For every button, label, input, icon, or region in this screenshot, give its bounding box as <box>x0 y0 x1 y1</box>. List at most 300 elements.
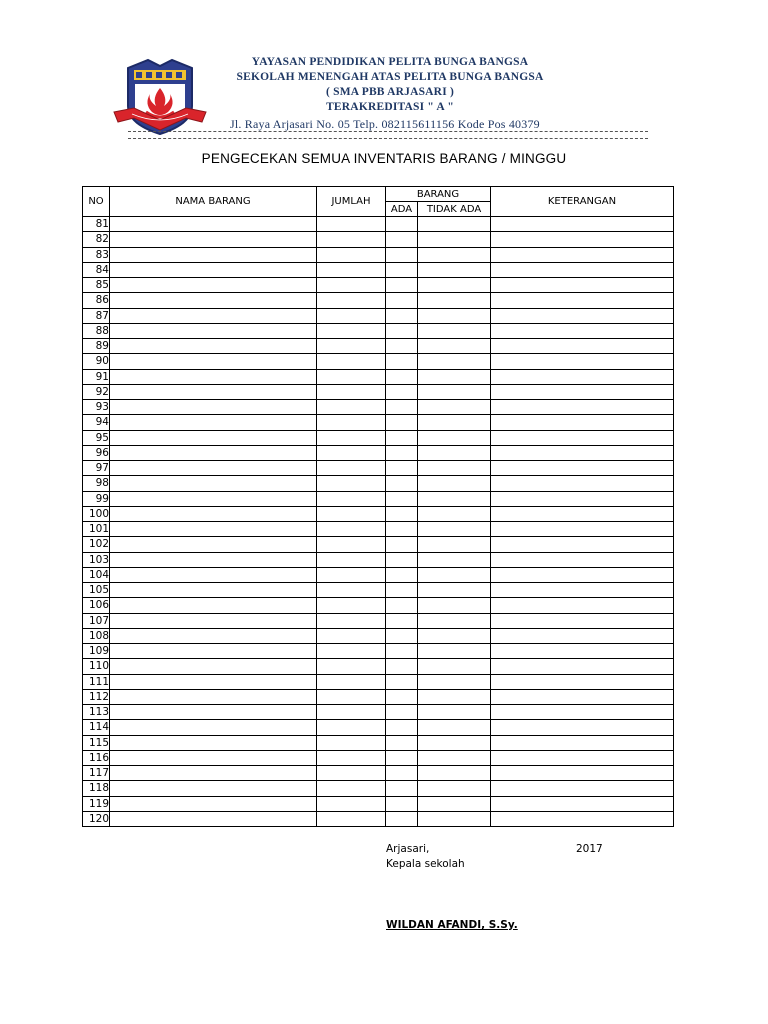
cell-nama-barang[interactable] <box>110 720 317 735</box>
cell-keterangan[interactable] <box>491 598 674 613</box>
cell-jumlah[interactable] <box>317 400 386 415</box>
cell-no: 116 <box>83 750 110 765</box>
cell-ada[interactable] <box>386 415 418 430</box>
cell-jumlah[interactable] <box>317 323 386 338</box>
cell-tidak-ada[interactable] <box>418 567 491 582</box>
cell-no: 87 <box>83 308 110 323</box>
cell-nama-barang[interactable] <box>110 659 317 674</box>
cell-jumlah[interactable] <box>317 232 386 247</box>
header-tidak-ada: TIDAK ADA <box>418 202 491 217</box>
table-row <box>83 750 674 765</box>
cell-jumlah[interactable] <box>317 262 386 277</box>
table-row <box>83 293 674 308</box>
cell-tidak-ada[interactable] <box>418 628 491 643</box>
cell-ada[interactable] <box>386 247 418 262</box>
cell-ada[interactable] <box>386 735 418 750</box>
cell-no: 105 <box>83 583 110 598</box>
cell-jumlah[interactable] <box>317 430 386 445</box>
cell-tidak-ada[interactable] <box>418 354 491 369</box>
cell-keterangan[interactable] <box>491 567 674 582</box>
cell-no: 96 <box>83 445 110 460</box>
cell-keterangan[interactable] <box>491 628 674 643</box>
cell-keterangan[interactable] <box>491 506 674 521</box>
cell-ada[interactable] <box>386 308 418 323</box>
cell-no: 113 <box>83 705 110 720</box>
cell-tidak-ada[interactable] <box>418 445 491 460</box>
cell-jumlah[interactable] <box>317 613 386 628</box>
cell-jumlah[interactable] <box>317 506 386 521</box>
header-jumlah: JUMLAH <box>317 187 386 217</box>
cell-nama-barang[interactable] <box>110 369 317 384</box>
table-row <box>83 628 674 643</box>
cell-ada[interactable] <box>386 293 418 308</box>
cell-nama-barang[interactable] <box>110 750 317 765</box>
cell-nama-barang[interactable] <box>110 598 317 613</box>
header-nama-barang: NAMA BARANG <box>110 187 317 217</box>
cell-ada[interactable] <box>386 339 418 354</box>
cell-keterangan[interactable] <box>491 323 674 338</box>
cell-jumlah[interactable] <box>317 796 386 811</box>
cell-tidak-ada[interactable] <box>418 720 491 735</box>
cell-ada[interactable] <box>386 354 418 369</box>
cell-keterangan[interactable] <box>491 705 674 720</box>
cell-no: 102 <box>83 537 110 552</box>
cell-ada[interactable] <box>386 552 418 567</box>
cell-tidak-ada[interactable] <box>418 217 491 232</box>
cell-no: 97 <box>83 461 110 476</box>
table-row <box>83 491 674 506</box>
cell-nama-barang[interactable] <box>110 537 317 552</box>
table-row <box>83 506 674 521</box>
cell-jumlah[interactable] <box>317 247 386 262</box>
cell-no: 84 <box>83 262 110 277</box>
table-row <box>83 598 674 613</box>
signature-position: Kepala sekolah <box>386 858 465 870</box>
cell-jumlah[interactable] <box>317 522 386 537</box>
table-row <box>83 689 674 704</box>
table-row <box>83 415 674 430</box>
table-row <box>83 567 674 582</box>
cell-tidak-ada[interactable] <box>418 811 491 826</box>
cell-ada[interactable] <box>386 217 418 232</box>
cell-nama-barang[interactable] <box>110 796 317 811</box>
cell-nama-barang[interactable] <box>110 811 317 826</box>
cell-ada[interactable] <box>386 811 418 826</box>
cell-no: 94 <box>83 415 110 430</box>
cell-keterangan[interactable] <box>491 430 674 445</box>
cell-nama-barang[interactable] <box>110 674 317 689</box>
cell-nama-barang[interactable] <box>110 323 317 338</box>
cell-keterangan[interactable] <box>491 552 674 567</box>
signature-place: Arjasari, <box>386 843 430 855</box>
cell-tidak-ada[interactable] <box>418 339 491 354</box>
cell-tidak-ada[interactable] <box>418 674 491 689</box>
cell-tidak-ada[interactable] <box>418 461 491 476</box>
cell-no: 101 <box>83 522 110 537</box>
cell-nama-barang[interactable] <box>110 689 317 704</box>
cell-tidak-ada[interactable] <box>418 598 491 613</box>
cell-ada[interactable] <box>386 369 418 384</box>
cell-keterangan[interactable] <box>491 613 674 628</box>
cell-tidak-ada[interactable] <box>418 384 491 399</box>
cell-nama-barang[interactable] <box>110 476 317 491</box>
table-row <box>83 278 674 293</box>
cell-keterangan[interactable] <box>491 720 674 735</box>
table-row <box>83 247 674 262</box>
cell-jumlah[interactable] <box>317 476 386 491</box>
cell-jumlah[interactable] <box>317 583 386 598</box>
cell-ada[interactable] <box>386 445 418 460</box>
cell-nama-barang[interactable] <box>110 781 317 796</box>
cell-nama-barang[interactable] <box>110 583 317 598</box>
cell-ada[interactable] <box>386 232 418 247</box>
cell-ada[interactable] <box>386 659 418 674</box>
cell-tidak-ada[interactable] <box>418 400 491 415</box>
cell-jumlah[interactable] <box>317 537 386 552</box>
table-row <box>83 659 674 674</box>
cell-no: 114 <box>83 720 110 735</box>
cell-no: 106 <box>83 598 110 613</box>
cell-no: 92 <box>83 384 110 399</box>
table-row <box>83 262 674 277</box>
cell-keterangan[interactable] <box>491 689 674 704</box>
cell-jumlah[interactable] <box>317 384 386 399</box>
cell-keterangan[interactable] <box>491 262 674 277</box>
cell-nama-barang[interactable] <box>110 552 317 567</box>
cell-jumlah[interactable] <box>317 369 386 384</box>
school-name: SEKOLAH MENENGAH ATAS PELITA BUNGA BANGSA <box>236 71 544 83</box>
cell-nama-barang[interactable] <box>110 613 317 628</box>
cell-ada[interactable] <box>386 491 418 506</box>
cell-nama-barang[interactable] <box>110 232 317 247</box>
school-short-name: ( SMA PBB ARJASARI ) <box>326 86 454 98</box>
cell-keterangan[interactable] <box>491 811 674 826</box>
cell-nama-barang[interactable] <box>110 217 317 232</box>
cell-tidak-ada[interactable] <box>418 323 491 338</box>
cell-no: 119 <box>83 796 110 811</box>
cell-jumlah[interactable] <box>317 339 386 354</box>
cell-ada[interactable] <box>386 400 418 415</box>
cell-no: 108 <box>83 628 110 643</box>
cell-keterangan[interactable] <box>491 476 674 491</box>
cell-tidak-ada[interactable] <box>418 506 491 521</box>
cell-keterangan[interactable] <box>491 354 674 369</box>
cell-no: 98 <box>83 476 110 491</box>
table-row <box>83 781 674 796</box>
cell-ada[interactable] <box>386 323 418 338</box>
cell-ada[interactable] <box>386 781 418 796</box>
cell-jumlah[interactable] <box>317 598 386 613</box>
cell-no: 99 <box>83 491 110 506</box>
document-title: PENGECEKAN SEMUA INVENTARIS BARANG / MINGGU <box>201 151 567 166</box>
cell-jumlah[interactable] <box>317 552 386 567</box>
cell-no: 88 <box>83 323 110 338</box>
cell-ada[interactable] <box>386 720 418 735</box>
cell-tidak-ada[interactable] <box>418 583 491 598</box>
cell-jumlah[interactable] <box>317 659 386 674</box>
cell-ada[interactable] <box>386 796 418 811</box>
cell-keterangan[interactable] <box>491 583 674 598</box>
table-row <box>83 384 674 399</box>
cell-jumlah[interactable] <box>317 415 386 430</box>
cell-tidak-ada[interactable] <box>418 232 491 247</box>
table-row <box>83 445 674 460</box>
cell-nama-barang[interactable] <box>110 522 317 537</box>
cell-jumlah[interactable] <box>317 750 386 765</box>
cell-no: 117 <box>83 766 110 781</box>
cell-tidak-ada[interactable] <box>418 659 491 674</box>
cell-keterangan[interactable] <box>491 735 674 750</box>
school-address: Jl. Raya Arjasari No. 05 Telp. 082115611156 Kode Pos 40379 <box>230 117 540 131</box>
cell-ada[interactable] <box>386 705 418 720</box>
cell-nama-barang[interactable] <box>110 354 317 369</box>
cell-ada[interactable] <box>386 644 418 659</box>
cell-ada[interactable] <box>386 384 418 399</box>
cell-keterangan[interactable] <box>491 644 674 659</box>
cell-no: 115 <box>83 735 110 750</box>
cell-jumlah[interactable] <box>317 674 386 689</box>
cell-no: 95 <box>83 430 110 445</box>
cell-no: 104 <box>83 567 110 582</box>
header-no: NO <box>83 187 110 217</box>
cell-jumlah[interactable] <box>317 567 386 582</box>
table-row <box>83 400 674 415</box>
cell-jumlah[interactable] <box>317 720 386 735</box>
cell-nama-barang[interactable] <box>110 644 317 659</box>
cell-keterangan[interactable] <box>491 674 674 689</box>
cell-ada[interactable] <box>386 689 418 704</box>
cell-nama-barang[interactable] <box>110 628 317 643</box>
table-row <box>83 552 674 567</box>
cell-no: 81 <box>83 217 110 232</box>
cell-ada[interactable] <box>386 506 418 521</box>
cell-tidak-ada[interactable] <box>418 644 491 659</box>
table-row <box>83 766 674 781</box>
cell-jumlah[interactable] <box>317 354 386 369</box>
cell-no: 90 <box>83 354 110 369</box>
table-row <box>83 674 674 689</box>
cell-tidak-ada[interactable] <box>418 247 491 262</box>
accreditation: TERAKREDITASI " A " <box>326 101 454 113</box>
table-row <box>83 476 674 491</box>
inventory-table-body <box>83 217 674 827</box>
cell-tidak-ada[interactable] <box>418 552 491 567</box>
cell-no: 110 <box>83 659 110 674</box>
cell-nama-barang[interactable] <box>110 491 317 506</box>
cell-jumlah[interactable] <box>317 735 386 750</box>
cell-no: 100 <box>83 506 110 521</box>
cell-tidak-ada[interactable] <box>418 369 491 384</box>
table-row <box>83 811 674 826</box>
cell-keterangan[interactable] <box>491 522 674 537</box>
header-ada: ADA <box>386 202 418 217</box>
table-row <box>83 796 674 811</box>
cell-ada[interactable] <box>386 476 418 491</box>
cell-keterangan[interactable] <box>491 232 674 247</box>
cell-tidak-ada[interactable] <box>418 689 491 704</box>
cell-nama-barang[interactable] <box>110 308 317 323</box>
cell-tidak-ada[interactable] <box>418 522 491 537</box>
cell-keterangan[interactable] <box>491 384 674 399</box>
cell-jumlah[interactable] <box>317 705 386 720</box>
cell-tidak-ada[interactable] <box>418 308 491 323</box>
cell-jumlah[interactable] <box>317 811 386 826</box>
table-row <box>83 339 674 354</box>
header-keterangan: KETERANGAN <box>491 187 674 217</box>
foundation-name: YAYASAN PENDIDIKAN PELITA BUNGA BANGSA <box>251 56 529 68</box>
cell-keterangan[interactable] <box>491 491 674 506</box>
cell-nama-barang[interactable] <box>110 262 317 277</box>
cell-ada[interactable] <box>386 613 418 628</box>
cell-keterangan[interactable] <box>491 278 674 293</box>
cell-tidak-ada[interactable] <box>418 781 491 796</box>
cell-keterangan[interactable] <box>491 781 674 796</box>
cell-jumlah[interactable] <box>317 278 386 293</box>
cell-tidak-ada[interactable] <box>418 262 491 277</box>
cell-keterangan[interactable] <box>491 308 674 323</box>
cell-nama-barang[interactable] <box>110 705 317 720</box>
cell-ada[interactable] <box>386 750 418 765</box>
cell-no: 111 <box>83 674 110 689</box>
cell-tidak-ada[interactable] <box>418 705 491 720</box>
cell-nama-barang[interactable] <box>110 735 317 750</box>
header-barang: BARANG <box>386 187 491 202</box>
signatory-name: WILDAN AFANDI, S.Sy. <box>386 919 518 931</box>
cell-nama-barang[interactable] <box>110 567 317 582</box>
table-row <box>83 308 674 323</box>
table-row <box>83 644 674 659</box>
cell-keterangan[interactable] <box>491 339 674 354</box>
cell-nama-barang[interactable] <box>110 461 317 476</box>
cell-nama-barang[interactable] <box>110 415 317 430</box>
cell-ada[interactable] <box>386 278 418 293</box>
table-row <box>83 217 674 232</box>
cell-nama-barang[interactable] <box>110 506 317 521</box>
cell-tidak-ada[interactable] <box>418 278 491 293</box>
cell-no: 120 <box>83 811 110 826</box>
cell-tidak-ada[interactable] <box>418 766 491 781</box>
cell-ada[interactable] <box>386 567 418 582</box>
table-row <box>83 583 674 598</box>
cell-keterangan[interactable] <box>491 445 674 460</box>
letterhead-divider <box>128 131 648 139</box>
cell-nama-barang[interactable] <box>110 278 317 293</box>
cell-keterangan[interactable] <box>491 796 674 811</box>
cell-tidak-ada[interactable] <box>418 750 491 765</box>
cell-tidak-ada[interactable] <box>418 537 491 552</box>
cell-tidak-ada[interactable] <box>418 796 491 811</box>
cell-keterangan[interactable] <box>491 293 674 308</box>
table-row <box>83 461 674 476</box>
cell-tidak-ada[interactable] <box>418 293 491 308</box>
cell-nama-barang[interactable] <box>110 339 317 354</box>
table-row <box>83 323 674 338</box>
cell-keterangan[interactable] <box>491 247 674 262</box>
cell-tidak-ada[interactable] <box>418 430 491 445</box>
table-row <box>83 522 674 537</box>
cell-no: 85 <box>83 278 110 293</box>
cell-no: 93 <box>83 400 110 415</box>
inventory-table <box>82 186 674 827</box>
cell-no: 103 <box>83 552 110 567</box>
table-row <box>83 705 674 720</box>
cell-keterangan[interactable] <box>491 659 674 674</box>
cell-no: 83 <box>83 247 110 262</box>
cell-jumlah[interactable] <box>317 461 386 476</box>
cell-tidak-ada[interactable] <box>418 735 491 750</box>
cell-nama-barang[interactable] <box>110 384 317 399</box>
cell-nama-barang[interactable] <box>110 445 317 460</box>
table-row <box>83 735 674 750</box>
cell-jumlah[interactable] <box>317 689 386 704</box>
cell-no: 82 <box>83 232 110 247</box>
cell-nama-barang[interactable] <box>110 400 317 415</box>
cell-keterangan[interactable] <box>491 537 674 552</box>
cell-jumlah[interactable] <box>317 491 386 506</box>
signature-year: 2017 <box>576 843 603 855</box>
cell-ada[interactable] <box>386 628 418 643</box>
cell-ada[interactable] <box>386 537 418 552</box>
cell-jumlah[interactable] <box>317 308 386 323</box>
cell-jumlah[interactable] <box>317 644 386 659</box>
cell-ada[interactable] <box>386 674 418 689</box>
table-row <box>83 232 674 247</box>
cell-keterangan[interactable] <box>491 750 674 765</box>
cell-ada[interactable] <box>386 766 418 781</box>
cell-jumlah[interactable] <box>317 293 386 308</box>
cell-tidak-ada[interactable] <box>418 476 491 491</box>
cell-ada[interactable] <box>386 430 418 445</box>
cell-no: 109 <box>83 644 110 659</box>
table-row <box>83 369 674 384</box>
table-row <box>83 613 674 628</box>
table-row <box>83 430 674 445</box>
cell-no: 89 <box>83 339 110 354</box>
cell-nama-barang[interactable] <box>110 430 317 445</box>
cell-no: 86 <box>83 293 110 308</box>
cell-keterangan[interactable] <box>491 415 674 430</box>
cell-nama-barang[interactable] <box>110 766 317 781</box>
cell-jumlah[interactable] <box>317 766 386 781</box>
cell-nama-barang[interactable] <box>110 293 317 308</box>
cell-tidak-ada[interactable] <box>418 613 491 628</box>
cell-ada[interactable] <box>386 522 418 537</box>
cell-no: 112 <box>83 689 110 704</box>
cell-jumlah[interactable] <box>317 628 386 643</box>
cell-jumlah[interactable] <box>317 445 386 460</box>
table-row <box>83 537 674 552</box>
cell-keterangan[interactable] <box>491 766 674 781</box>
cell-ada[interactable] <box>386 262 418 277</box>
cell-tidak-ada[interactable] <box>418 415 491 430</box>
cell-ada[interactable] <box>386 598 418 613</box>
cell-keterangan[interactable] <box>491 400 674 415</box>
cell-keterangan[interactable] <box>491 461 674 476</box>
cell-ada[interactable] <box>386 583 418 598</box>
cell-keterangan[interactable] <box>491 217 674 232</box>
table-row <box>83 354 674 369</box>
letterhead <box>150 55 630 115</box>
cell-tidak-ada[interactable] <box>418 491 491 506</box>
cell-jumlah[interactable] <box>317 217 386 232</box>
cell-no: 118 <box>83 781 110 796</box>
cell-nama-barang[interactable] <box>110 247 317 262</box>
cell-keterangan[interactable] <box>491 369 674 384</box>
cell-no: 107 <box>83 613 110 628</box>
cell-jumlah[interactable] <box>317 781 386 796</box>
table-row <box>83 720 674 735</box>
cell-ada[interactable] <box>386 461 418 476</box>
